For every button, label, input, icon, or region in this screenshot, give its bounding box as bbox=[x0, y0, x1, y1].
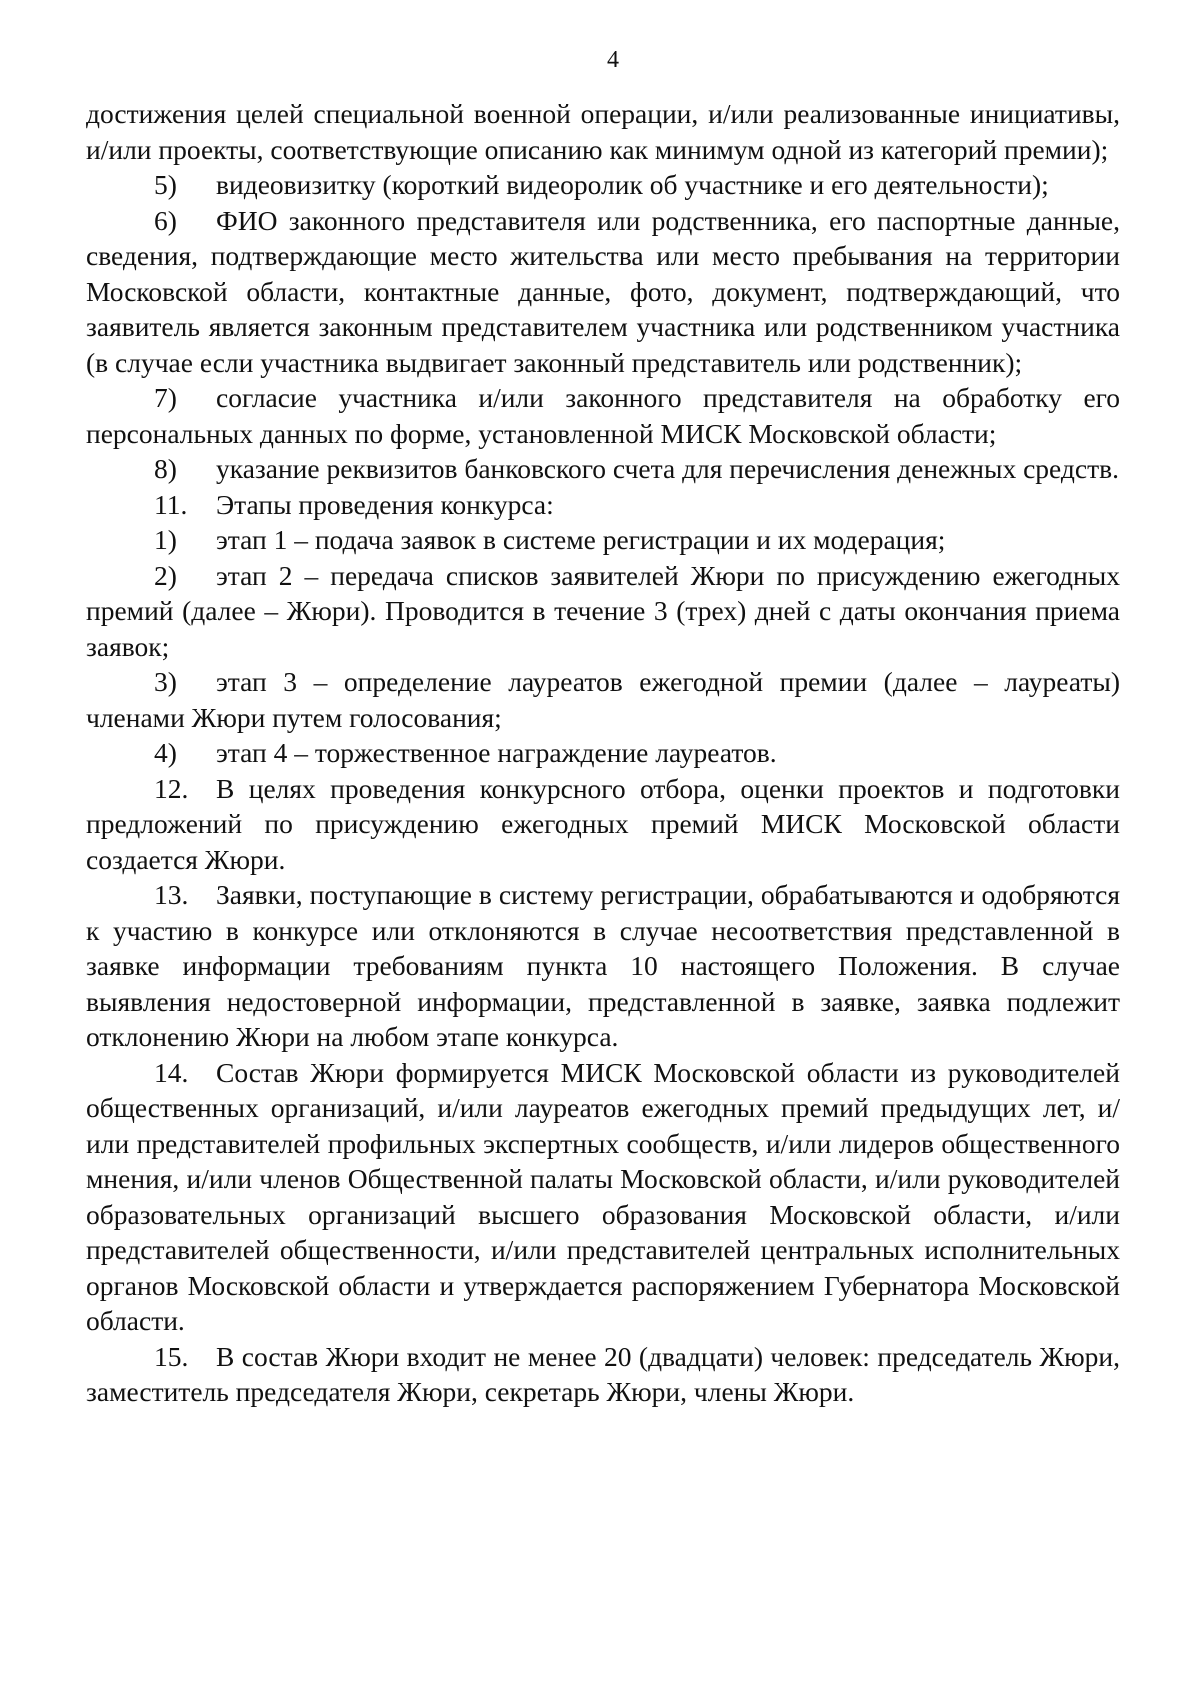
paragraph-text: Этапы проведения конкурса: bbox=[216, 488, 554, 520]
paragraph-text: ФИО законного представителя или родственника, его паспортные данные, сведения, подтверждающие место жительства или место пребывания на территории Московской области, контактные данные, фото, документ, подтверждающий, что заявитель является законным представителем участника или родственником участника (в случае если участника выдвигает законный представитель или родственник); bbox=[86, 204, 1120, 378]
section-number: 11. bbox=[154, 488, 188, 520]
list-item-6 bbox=[86, 203, 1120, 381]
section-12 bbox=[86, 771, 1120, 878]
list-number: 3) bbox=[154, 666, 177, 697]
section-13 bbox=[86, 877, 1120, 1055]
list-number: 2) bbox=[154, 559, 177, 591]
section-number: 13. bbox=[154, 879, 189, 910]
list-number: 4) bbox=[154, 737, 177, 768]
paragraph-text: согласие участника и/или законного представителя на обработку его персональных данных по форме, установленной МИСК Московской области; bbox=[86, 382, 1120, 449]
section-number: 15. bbox=[154, 1340, 189, 1372]
paragraph-text: В целях проведения конкурсного отбора, оценки проектов и подготовки предложений по присуждению ежегодных премий МИСК Московской области создается Жюри. bbox=[86, 772, 1120, 875]
list-item-7 bbox=[86, 380, 1120, 451]
paragraph-text: указание реквизитов банковского счета для перечисления денежных средств. bbox=[216, 453, 1119, 484]
paragraph-text: этап 3 – определение лауреатов ежегодной премии (далее – лауреаты) членами Жюри путем голосования; bbox=[86, 666, 1120, 733]
list-item-5 bbox=[86, 167, 1120, 203]
stage-item-3 bbox=[86, 664, 1120, 735]
stage-item-4 bbox=[86, 735, 1120, 771]
section-number: 14. bbox=[154, 1056, 189, 1088]
section-14 bbox=[86, 1055, 1120, 1339]
paragraph-text: Состав Жюри формируется МИСК Московской области из руководителей общественных организаций, и/или лауреатов ежегодных премий предыдущих лет, и/или представителей профильных экспертных сообществ, и/или лидеров общественного мнения, и/или членов Общественной палаты Московской области, и/или руководителей образовательных организаций высшего образования Московской области, и/или представителей общественности, и/или представителей центральных исполнительных органов Московской области и утверждается распоряжением Губернатора Московской области. bbox=[86, 1056, 1120, 1336]
paragraph-text: достижения целей специальной военной операции, и/или реализованные инициативы, и/или проекты, соответствующие описанию как минимум одной из категорий премии); bbox=[86, 98, 1120, 165]
paragraph-text: этап 1 – подача заявок в системе регистрации и их модерация; bbox=[216, 524, 946, 555]
section-number: 12. bbox=[154, 772, 189, 804]
list-number: 1) bbox=[154, 524, 177, 555]
page-number: 4 bbox=[607, 47, 619, 73]
paragraph-text: видеовизитку (короткий видеоролик об участнике и его деятельности); bbox=[216, 169, 1049, 200]
section-11 bbox=[86, 487, 1120, 523]
paragraph-text: В состав Жюри входит не менее 20 (двадцати) человек: председатель Жюри, заместитель председателя Жюри, секретарь Жюри, члены Жюри. bbox=[86, 1340, 1120, 1407]
list-number: 5) bbox=[154, 169, 177, 200]
paragraph-text: этап 4 – торжественное награждение лауреатов. bbox=[216, 737, 777, 768]
list-number: 8) bbox=[154, 453, 177, 484]
paragraph-text: этап 2 – передача списков заявителей Жюри по присуждению ежегодных премий (далее – Жюри). Проводится в течение 3 (трех) дней с даты окончания приема заявок; bbox=[86, 559, 1120, 662]
list-item-8 bbox=[86, 451, 1120, 487]
stage-item-2 bbox=[86, 558, 1120, 665]
section-15 bbox=[86, 1339, 1120, 1410]
stage-item-1 bbox=[86, 522, 1120, 558]
paragraph-continuation bbox=[86, 96, 1120, 167]
list-number: 6) bbox=[154, 204, 177, 236]
list-number: 7) bbox=[154, 382, 177, 413]
paragraph-text: Заявки, поступающие в систему регистрации, обрабатываются и одобряются к участию в конкурсе или отклоняются в случае несоответствия представленной в заявке информации требованиям пункта 10 настоящего Положения. В случае выявления недостоверной информации, представленной в заявке, заявка подлежит отклонению Жюри на любом этапе конкурса. bbox=[86, 879, 1120, 1052]
